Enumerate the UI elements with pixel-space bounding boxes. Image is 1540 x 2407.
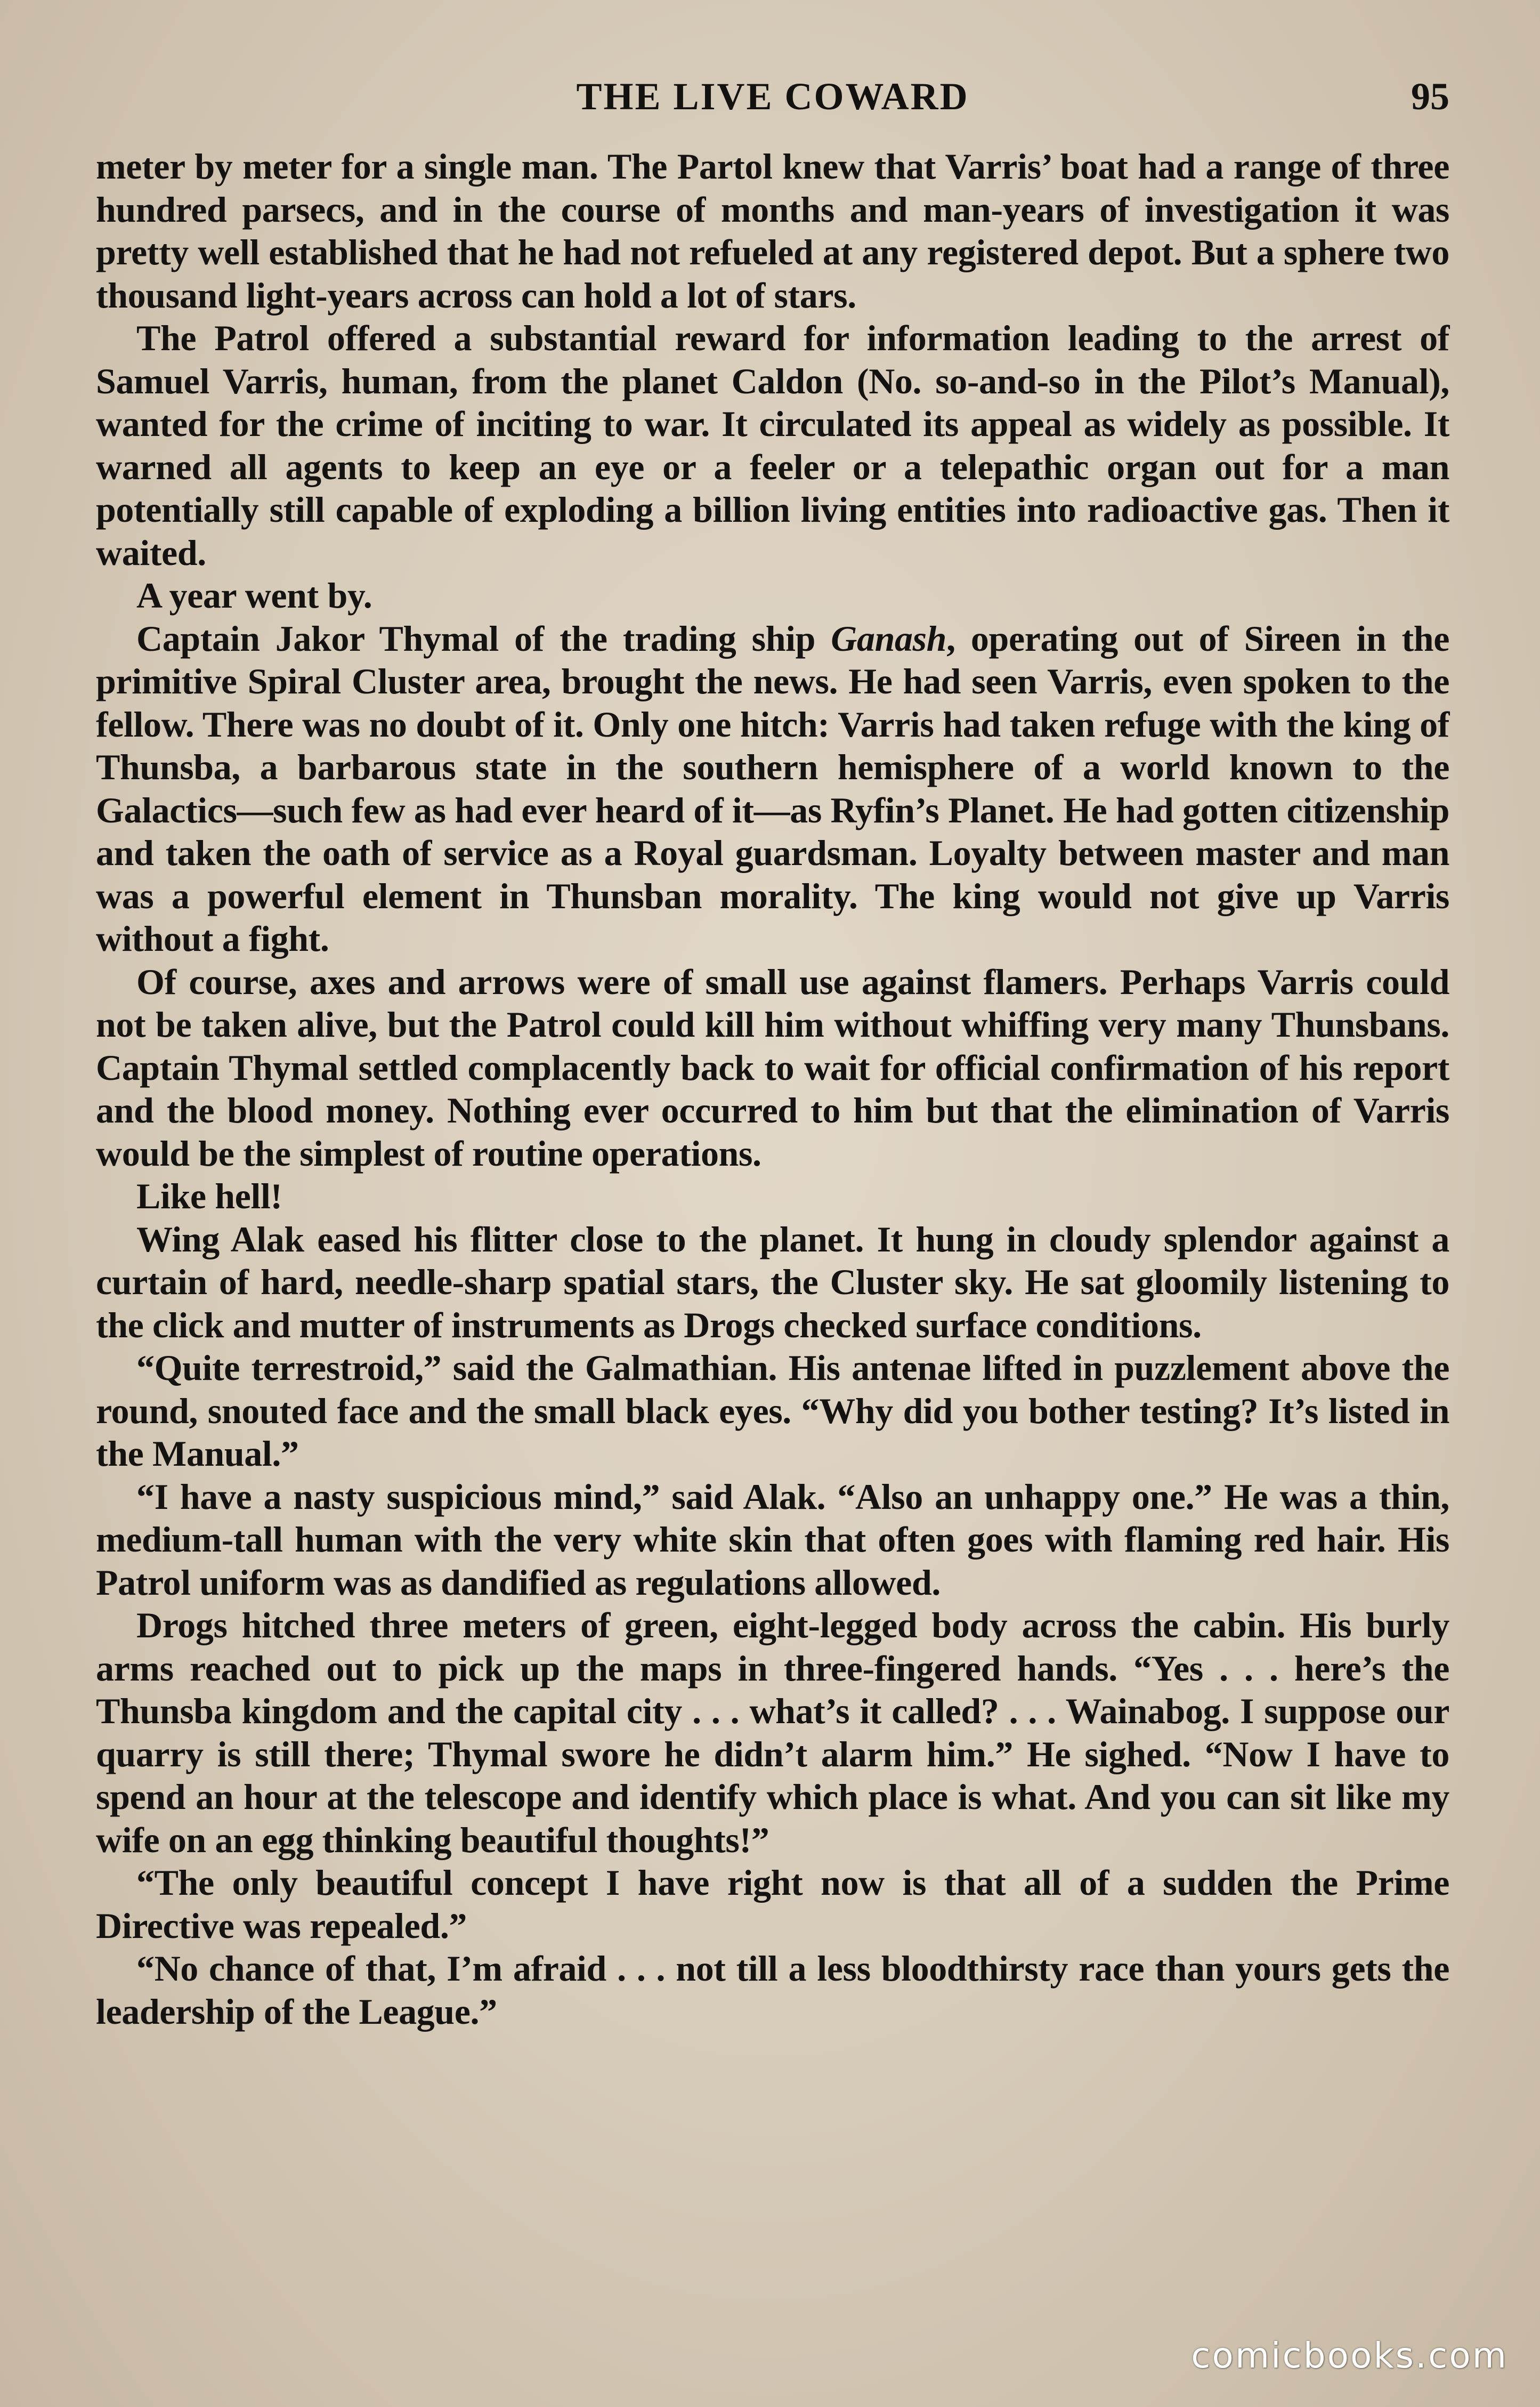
paragraph: Like hell! bbox=[136, 1176, 282, 1216]
paragraph: “No chance of that, I’m afraid . . . not till a less bloodthirsty race than yours gets the leadership of the League.” bbox=[96, 1948, 1449, 2032]
paragraph: meter by meter for a single man. The Partol knew that Varris’ boat had a range of three hundred parsecs, and in the course of months and man-years of investigation it was pretty well established that he had not refueled at any registered depot. But a sphere two thousand light-years across can hold a lot of stars. bbox=[96, 146, 1449, 316]
paragraph: Of course, axes and arrows were of small use against flamers. Perhaps Varris could not be taken alive, but the Patrol could kill him without whiffing very many Thunsbans. Captain Thymal settled complacently back to wait for official confirmation of his report and the blood money. Nothing ever occurred to him but that the elimination of Varris would be the simplest of routine operations. bbox=[96, 961, 1449, 1174]
body-text bbox=[96, 145, 1449, 2033]
paragraph: “The only beautiful concept I have right now is that all of a sudden the Prime Directive was repealed.” bbox=[96, 1862, 1449, 1946]
paragraph: “Quite terrestroid,” said the Galmathian. His antenae lifted in puzzlement above the round, snouted face and the small black eyes. “Why did you bother testing? It’s listed in the Manual.” bbox=[96, 1347, 1449, 1474]
paragraph: A year went by. bbox=[136, 575, 372, 616]
paragraph: Captain Jakor Thymal of the trading ship Ganash, operating out of Sireen in the primitive Spiral Cluster area, brought the news. He had seen Varris, even spoken to the fellow. There was no doubt of it. Only one hitch: Varris had taken refuge with the king of Thunsba, a barbarous state in the southern hemisphere of a world known to the Galactics—such few as had ever heard of it—as Ryfin’s Planet. He had gotten citizenship and taken the oath of service as a Royal guardsman. Loyalty between master and man was a powerful element in Thunsban morality. The king would not give up Varris without a fight. bbox=[96, 618, 1449, 959]
ship-name: Ganash bbox=[831, 618, 947, 659]
watermark: comicbooks.com bbox=[1191, 2335, 1508, 2376]
paragraph: Drogs hitched three meters of green, eight-legged body across the cabin. His burly arms reached out to pick up the maps in three-fingered hands. “Yes . . . here’s the Thunsba kingdom and the capital city . . . what’s it called? . . . Wainabog. I suppose our quarry is still there; Thymal swore he didn’t alarm him.” He sighed. “Now I have to spend an hour at the telescope and identify which place is what. And you can sit like my wife on an egg thinking beautiful thoughts!” bbox=[96, 1605, 1449, 1860]
paragraph: Wing Alak eased his flitter close to the planet. It hung in cloudy splendor against a curtain of hard, needle-sharp spatial stars, the Cluster sky. He sat gloomily listening to the click and mutter of instruments as Drogs checked surface conditions. bbox=[96, 1218, 1449, 1345]
page-number: 95 bbox=[1411, 75, 1449, 118]
running-title: THE LIVE COWARD bbox=[576, 75, 969, 118]
paragraph: The Patrol offered a substantial reward for information leading to the arrest of Samuel Varris, human, from the planet Caldon (No. so-and-so in the Pilot’s Manual), wanted for the crime of inciting to war. It circulated its appeal as widely as possible. It warned all agents to keep an eye or a feeler or a telepathic organ out for a man potentially still capable of exploding a billion living entities into radioactive gas. Then it waited. bbox=[96, 318, 1449, 573]
page-header bbox=[96, 75, 1449, 128]
paragraph: “I have a nasty suspicious mind,” said Alak. “Also an unhappy one.” He was a thin, medium-tall human with the very white skin that often goes with flaming red hair. His Patrol uniform was as dandified as regulations allowed. bbox=[96, 1476, 1449, 1603]
